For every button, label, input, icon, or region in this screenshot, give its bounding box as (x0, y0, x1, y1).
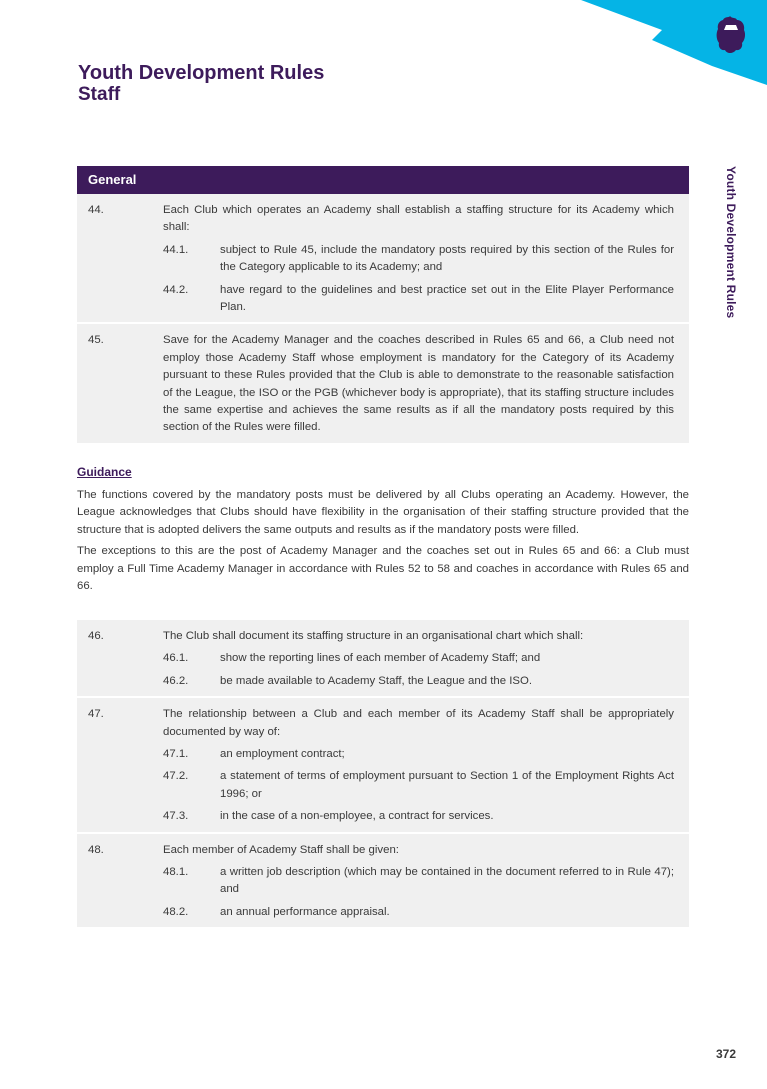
subrule-text: a statement of terms of employment pursuant to Section 1 of the Employment Rights Act 1996; or (220, 770, 674, 800)
subrule-text: an employment contract; (220, 748, 345, 761)
subrule-text: subject to Rule 45, include the mandatory posts required by this section of the Rules for the Category applicable to its Academy; and (220, 243, 674, 274)
rule-number: 47. (88, 708, 104, 721)
subrule-46-2 (163, 673, 674, 690)
subrule-number: 48.2. (163, 905, 189, 918)
rule-text: Save for the Academy Manager and the coaches described in Rules 65 and 66, a Club need not employ those Academy Staff whose employment is mandatory for the Category of its Academy pursuant to these Rules provided that the Club is able to demonstrate to the reasonable satisfaction of the League, the ISO or the PGB (whichever body is appropriate), that its staffing structure includes the same expertise and achieves the same results as if all the mandatory posts required by this section of the Rules were filled. (163, 334, 674, 434)
rule-number: 46. (88, 630, 104, 642)
rule-number: 48. (88, 843, 104, 856)
subrule-48-2 (163, 904, 674, 921)
rule-text: The Club shall document its staffing structure in an organisational chart which shall: (163, 630, 584, 642)
subrule-48-1 (163, 864, 674, 899)
rule-text: Each member of Academy Staff shall be given: (163, 843, 399, 856)
guidance-paragraph: The exceptions to this are the post of Academy Manager and the coaches set out in Rules 65 and 66: a Club must employ a Full Time Academy Manager in accordance with Rules 52 to 58 and coaches in accordance with Rules 65 and 66. (77, 545, 689, 593)
subrule-number: 47.2. (163, 770, 189, 783)
guidance-section (77, 464, 689, 599)
subrule-text: show the reporting lines of each member of Academy Staff; and (220, 652, 541, 665)
rule-48 (77, 834, 689, 930)
rule-44 (77, 194, 689, 324)
subrule-number: 46.1. (163, 652, 189, 665)
page-subtitle: Staff (78, 84, 121, 105)
subrule-44-1 (163, 242, 674, 277)
side-section-label: Youth Development Rules (724, 166, 738, 319)
staffing-rules-table (77, 620, 689, 929)
subrule-number: 48.1. (163, 866, 189, 879)
premier-league-lion-icon (715, 16, 747, 54)
rule-45 (77, 324, 689, 444)
subrule-text: an annual performance appraisal. (220, 905, 390, 918)
subrule-44-2 (163, 282, 674, 317)
subrule-text: be made available to Academy Staff, the League and the ISO. (220, 674, 532, 687)
guidance-heading: Guidance (77, 465, 132, 479)
rule-text: The relationship between a Club and each member of its Academy Staff shall be appropriately documented by way of: (163, 708, 674, 738)
subrule-number: 44.1. (163, 243, 189, 256)
rule-46 (77, 620, 689, 698)
subrule-number: 47.1. (163, 748, 189, 761)
rule-47 (77, 698, 689, 833)
general-rules-table (77, 166, 689, 445)
subrule-text: have regard to the guidelines and best practice set out in the Elite Player Performance Plan. (220, 283, 674, 314)
subrule-text: a written job description (which may be contained in the document referred to in Rule 47); and (220, 866, 674, 896)
rule-text: Each Club which operates an Academy shall establish a staffing structure for its Academy which shall: (163, 204, 674, 234)
rule-number: 44. (88, 204, 104, 216)
subrule-number: 44.2. (163, 283, 189, 296)
page-title: Youth Development Rules (78, 62, 325, 84)
subrule-text: in the case of a non-employee, a contract for services. (220, 810, 494, 823)
table-heading-general: General (77, 166, 689, 194)
guidance-paragraph: The functions covered by the mandatory posts must be delivered by all Clubs operating an Academy. However, the League acknowledges that Clubs should have flexibility in the organisation of their staffing structure provided that the structure that is adopted delivers the same outputs and results as if the mandatory posts were filled. (77, 489, 689, 536)
subrule-47-2 (163, 768, 674, 803)
subrule-number: 46.2. (163, 674, 189, 687)
subrule-46-1 (163, 650, 674, 667)
subrule-47-1 (163, 746, 674, 763)
page-number: 372 (716, 1047, 737, 1061)
subrule-47-3 (163, 808, 674, 825)
rule-number: 45. (88, 334, 104, 347)
subrule-number: 47.3. (163, 810, 189, 823)
